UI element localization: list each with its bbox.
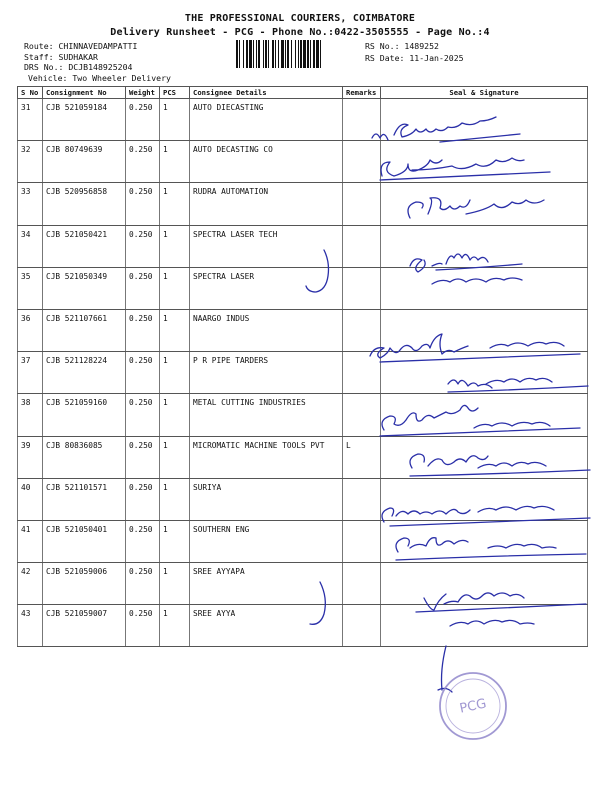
cell-consignee: SURIYA — [190, 478, 343, 520]
signature-row-40 — [410, 454, 590, 476]
cell-pcs: 1 — [160, 436, 190, 478]
cell-consignee: METAL CUTTING INDUSTRIES — [190, 394, 343, 436]
cell-weight: 0.250 — [126, 99, 160, 141]
col-seal-signature: Seal & Signature — [381, 87, 588, 99]
col-consignee: Consignee Details — [190, 87, 343, 99]
signature-row-38 — [448, 378, 588, 392]
cell-consignment: CJB 521107661 — [43, 309, 126, 351]
vehicle-label: Vehicle: Two Wheeler Delivery — [28, 73, 171, 83]
cell-consignee: MICROMATIC MACHINE TOOLS PVT — [190, 436, 343, 478]
cell-consignee: SREE AYYA — [190, 605, 343, 647]
cell-sno: 32 — [18, 141, 43, 183]
cell-weight: 0.250 — [126, 394, 160, 436]
cell-consignment: CJB 80836085 — [43, 436, 126, 478]
signature-row-39 — [380, 405, 580, 436]
cell-consignment: CJB 521101571 — [43, 478, 126, 520]
cell-pcs: 1 — [160, 394, 190, 436]
cell-weight: 0.250 — [126, 436, 160, 478]
cell-weight: 0.250 — [126, 309, 160, 351]
rs-date: RS Date: 11-Jan-2025 — [365, 53, 464, 63]
cell-remarks: L — [343, 436, 381, 478]
signature-row-43 — [416, 593, 586, 626]
stamp-mark — [438, 646, 452, 692]
cell-sno: 43 — [18, 605, 43, 647]
cell-pcs: 1 — [160, 520, 190, 562]
cell-consignee: SPECTRA LASER — [190, 267, 343, 309]
cell-consignment: CJB 521050401 — [43, 520, 126, 562]
cell-consignee: SPECTRA LASER TECH — [190, 225, 343, 267]
route-label: Route: CHINNAVEDAMPATTI — [24, 41, 138, 51]
cell-consignment: CJB 521128224 — [43, 352, 126, 394]
cell-consignment: CJB 521050421 — [43, 225, 126, 267]
cell-weight: 0.250 — [126, 141, 160, 183]
cell-sno: 41 — [18, 520, 43, 562]
runsheet-title: Delivery Runsheet - PCG - Phone No.:0422-3505555 - Page No.:4 — [110, 27, 490, 38]
cell-pcs: 1 — [160, 225, 190, 267]
cell-weight: 0.250 — [126, 225, 160, 267]
cell-sno: 36 — [18, 309, 43, 351]
cell-consignee: RUDRA AUTOMATION — [190, 183, 343, 225]
signature-row-31 — [372, 117, 520, 142]
col-sno: S No — [18, 87, 43, 99]
cell-sno: 42 — [18, 563, 43, 605]
cell-consignee: NAARGO INDUS — [190, 309, 343, 351]
cell-pcs: 1 — [160, 183, 190, 225]
cell-sno: 38 — [18, 394, 43, 436]
drs-number: DRS No.: DCJB148925204 — [24, 62, 133, 72]
cell-weight: 0.250 — [126, 267, 160, 309]
cell-consignee: SOUTHERN ENG — [190, 520, 343, 562]
cell-consignment: CJB 521059160 — [43, 394, 126, 436]
cell-consignee: AUTO DECASTING CO — [190, 141, 343, 183]
signature-row-37 — [370, 334, 580, 362]
cell-consignee: AUTO DIECASTING — [190, 99, 343, 141]
cell-consignment: CJB 521059006 — [43, 563, 126, 605]
cell-weight: 0.250 — [126, 605, 160, 647]
signature-row-33 — [408, 198, 544, 218]
cell-weight: 0.250 — [126, 352, 160, 394]
col-consignment: Consignment No — [43, 87, 126, 99]
cell-consignee: P R PIPE TARDERS — [190, 352, 343, 394]
cell-consignment: CJB 521050349 — [43, 267, 126, 309]
cell-pcs: 1 — [160, 352, 190, 394]
signature-row-35 — [410, 254, 522, 284]
cell-sno: 34 — [18, 225, 43, 267]
cell-sno: 33 — [18, 183, 43, 225]
cell-pcs: 1 — [160, 478, 190, 520]
cell-consignment: CJB 80749639 — [43, 141, 126, 183]
staff-label: Staff: SUDHAKAR — [24, 52, 98, 62]
col-remarks: Remarks — [343, 87, 381, 99]
cell-consignment: CJB 521059184 — [43, 99, 126, 141]
cell-weight: 0.250 — [126, 520, 160, 562]
cell-weight: 0.250 — [126, 563, 160, 605]
cell-sno: 40 — [18, 478, 43, 520]
cell-sno: 37 — [18, 352, 43, 394]
cell-pcs: 1 — [160, 605, 190, 647]
cell-weight: 0.250 — [126, 478, 160, 520]
signature-row-42 — [396, 538, 586, 560]
cell-pcs: 1 — [160, 267, 190, 309]
col-weight: Weight — [126, 87, 160, 99]
col-pcs: PCS — [160, 87, 190, 99]
cell-pcs: 1 — [160, 563, 190, 605]
mark-row-35 — [306, 250, 329, 292]
cell-pcs: 1 — [160, 141, 190, 183]
pcg-stamp — [440, 673, 506, 739]
rs-number: RS No.: 1489252 — [365, 41, 439, 51]
cell-weight: 0.250 — [126, 183, 160, 225]
mark-row-43 — [310, 582, 325, 624]
cell-sno: 35 — [18, 267, 43, 309]
cell-pcs: 1 — [160, 99, 190, 141]
cell-pcs: 1 — [160, 309, 190, 351]
cell-consignment: CJB 520956858 — [43, 183, 126, 225]
cell-sno: 39 — [18, 436, 43, 478]
cell-consignment: CJB 521059007 — [43, 605, 126, 647]
stamp-text: PCG — [458, 696, 488, 717]
signature-row-41 — [382, 506, 590, 526]
signature-row-32 — [380, 158, 550, 180]
cell-sno: 31 — [18, 99, 43, 141]
cell-consignee: SREE AYYAPA — [190, 563, 343, 605]
company-title: THE PROFESSIONAL COURIERS, COIMBATORE — [184, 13, 416, 24]
